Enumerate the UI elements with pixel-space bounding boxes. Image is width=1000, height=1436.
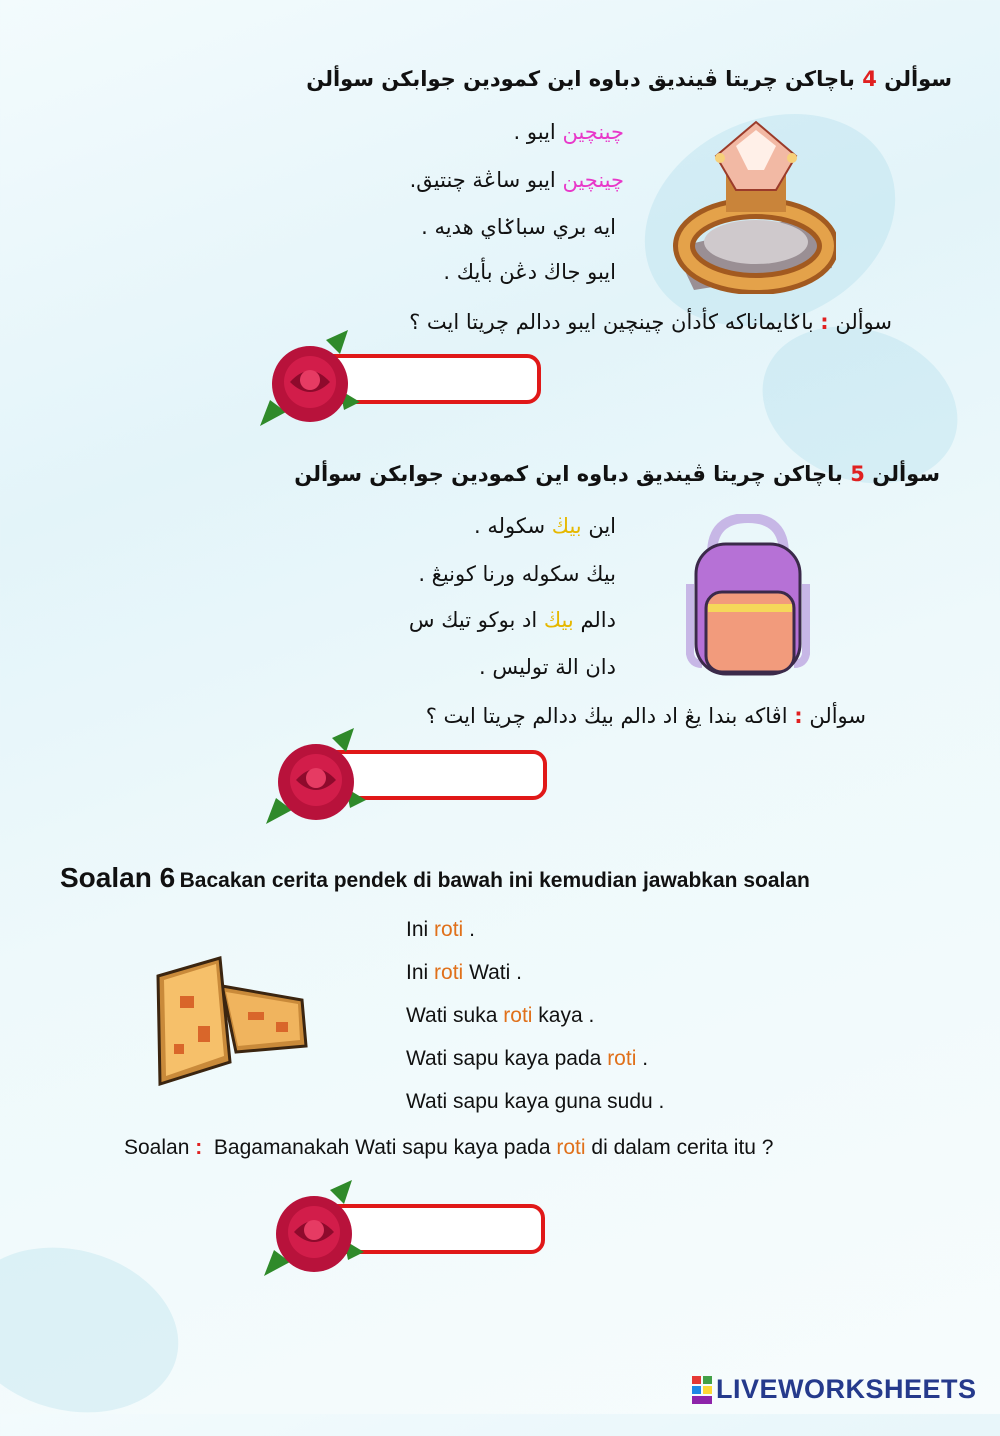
section-5-title: سوألن 5 باچاكن چريتا ڤينديق دباوه اين كمودين جوابكن سوألن: [294, 462, 940, 486]
story-line: Wati sapu kaya guna sudu .: [406, 1090, 665, 1113]
story-line: ايبو جاڬ دڠن بأيك .: [443, 260, 616, 284]
brand-logo-text: LIVEWORKSHEETS: [716, 1374, 977, 1404]
story-line: Ini roti .: [406, 918, 475, 941]
story-line: دالم بيڬ اد بوكو تيك س: [408, 608, 616, 632]
background-leaf: [0, 1224, 197, 1435]
story-line: ايه بري سباݢاي هديه .: [421, 215, 616, 239]
story-line: Wati suka roti kaya .: [406, 1004, 595, 1027]
story-line: دان الة توليس .: [478, 655, 616, 679]
ring-icon: [664, 118, 836, 294]
section-4-number: 4: [862, 67, 877, 91]
bread-icon: [152, 956, 308, 1086]
story-line: Wati sapu kaya pada roti .: [406, 1047, 649, 1070]
story-line: چينچين ايبو ساڠة چنتيق.: [409, 168, 624, 192]
rose-icon: [266, 728, 366, 832]
question-4: سوألن : باݢايماناكه كأدأن چينچين ايبو ددالم چريتا ايت ؟: [409, 310, 892, 334]
story-line: چينچين ايبو .: [513, 120, 624, 144]
section-5-number: 5: [850, 462, 865, 486]
liveworksheets-logo-icon: [692, 1376, 712, 1404]
question-5: سوألن : اڤاكه بندا يڠ اد دالم بيڬ ددالم چريتا ايت ؟: [425, 704, 866, 728]
question-6: Soalan : Bagamanakah Wati sapu kaya pada roti di dalam cerita itu ?: [124, 1136, 774, 1159]
rose-icon: [260, 330, 360, 434]
rose-icon: [264, 1180, 364, 1284]
section-4-title: سوألن 4 باچاكن چريتا ڤينديق دباوه اين كمودين جوابكن سوألن: [306, 67, 952, 91]
section-6-title: Soalan 6 Bacakan cerita pendek di bawah ini kemudian jawabkan soalan: [60, 862, 810, 893]
story-line: بيڬ سكوله ورنا كونيڠ .: [418, 562, 616, 586]
story-line: اين بيڬ سكوله .: [474, 514, 616, 538]
backpack-icon: [682, 514, 814, 678]
story-line: Ini roti Wati .: [406, 961, 522, 984]
